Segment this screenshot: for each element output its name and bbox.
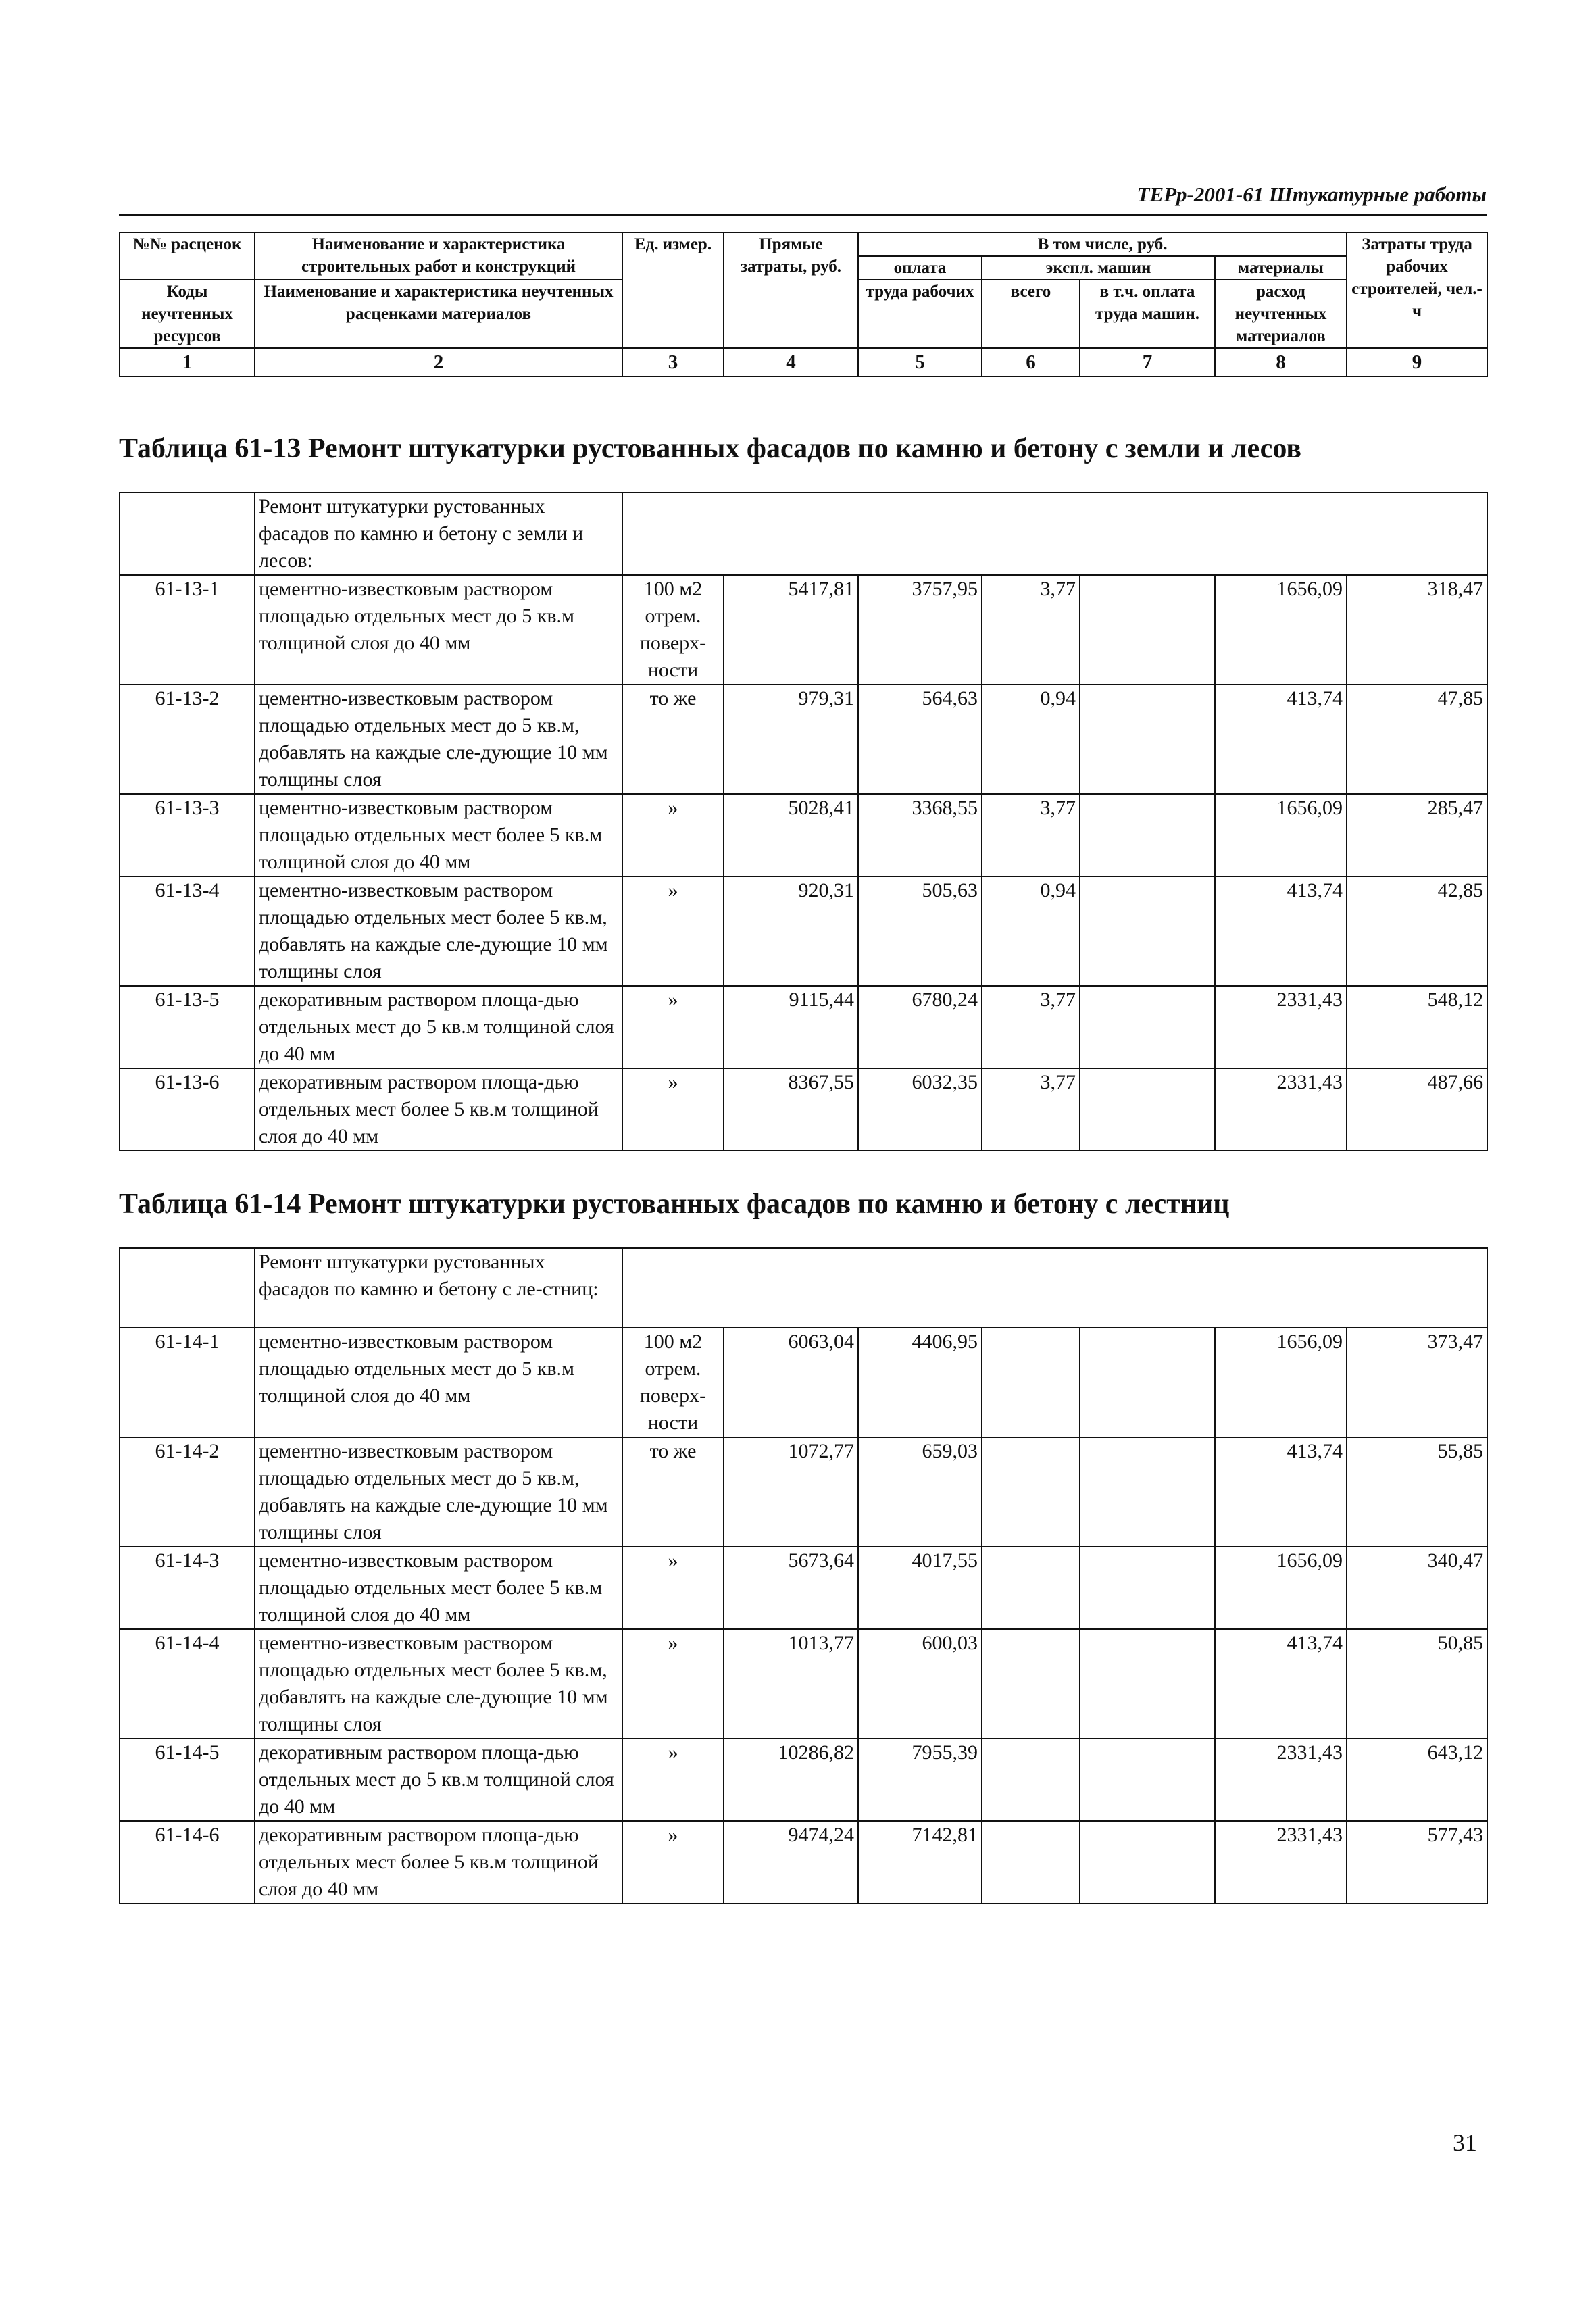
header-machine-total: всего — [982, 280, 1080, 348]
materials-cost: 2331,43 — [1215, 986, 1347, 1068]
machine-labor-cost — [1080, 1328, 1215, 1437]
direct-costs: 8367,55 — [724, 1068, 858, 1151]
header-labor-hours: Затраты труда рабочих строителей, чел.-ч — [1347, 232, 1487, 348]
machine-labor-cost — [1080, 1068, 1215, 1151]
worker-labor-cost: 3757,95 — [858, 575, 982, 684]
labor-hours: 643,12 — [1347, 1739, 1487, 1821]
direct-costs: 5417,81 — [724, 575, 858, 684]
materials-cost: 2331,43 — [1215, 1739, 1347, 1821]
worker-labor-cost: 4406,95 — [858, 1328, 982, 1437]
column-number: 8 — [1215, 348, 1347, 376]
header-worker-labor: труда рабочих — [858, 280, 982, 348]
column-number: 6 — [982, 348, 1080, 376]
worker-labor-cost: 7142,81 — [858, 1821, 982, 1903]
header-materials: материалы — [1215, 256, 1347, 280]
group-label-spacer — [120, 1248, 255, 1328]
table-61-14-title: Таблица 61-14 Ремонт штукатурки рустованных фасадов по камню и бетону с лестниц — [119, 1189, 1230, 1220]
rate-code: 61-14-6 — [120, 1821, 255, 1903]
table-row — [120, 794, 1487, 876]
labor-hours: 340,47 — [1347, 1547, 1487, 1629]
work-description: цементно-известковым раствором площадью отдельных мест более 5 кв.м, добавлять на каждые сле-дующие 10 мм толщины слоя — [255, 1629, 622, 1739]
direct-costs: 1072,77 — [724, 1437, 858, 1547]
table-row — [120, 1629, 1487, 1739]
rate-code: 61-13-1 — [120, 575, 255, 684]
machine-cost: 3,77 — [982, 1068, 1080, 1151]
labor-hours: 577,43 — [1347, 1821, 1487, 1903]
table-row — [120, 684, 1487, 794]
header-rates: №№ расценок — [120, 232, 255, 280]
table-row — [120, 1328, 1487, 1437]
work-description: цементно-известковым раствором площадью отдельных мест более 5 кв.м, добавлять на каждые сле-дующие 10 мм толщины слоя — [255, 876, 622, 986]
rate-code: 61-14-3 — [120, 1547, 255, 1629]
machine-cost — [982, 1437, 1080, 1547]
table-row — [120, 1547, 1487, 1629]
column-number-row — [120, 348, 1487, 376]
worker-labor-cost: 7955,39 — [858, 1739, 982, 1821]
materials-cost: 1656,09 — [1215, 1547, 1347, 1629]
rate-code: 61-14-1 — [120, 1328, 255, 1437]
header-payment: оплата — [858, 256, 982, 280]
worker-labor-cost: 6780,24 — [858, 986, 982, 1068]
machine-labor-cost — [1080, 1629, 1215, 1739]
labor-hours: 285,47 — [1347, 794, 1487, 876]
machine-cost: 3,77 — [982, 986, 1080, 1068]
labor-hours: 55,85 — [1347, 1437, 1487, 1547]
direct-costs: 9474,24 — [724, 1821, 858, 1903]
header-machine-operation: экспл. машин — [982, 256, 1215, 280]
unit-of-measure: » — [622, 986, 724, 1068]
work-description: цементно-известковым раствором площадью отдельных мест более 5 кв.м толщиной слоя до 40 мм — [255, 1547, 622, 1629]
work-description: цементно-известковым раствором площадью отдельных мест более 5 кв.м толщиной слоя до 40 мм — [255, 794, 622, 876]
unit-of-measure: 100 м2 отрем. поверх-ности — [622, 1328, 724, 1437]
machine-labor-cost — [1080, 986, 1215, 1068]
direct-costs: 6063,04 — [724, 1328, 858, 1437]
unit-of-measure: » — [622, 1629, 724, 1739]
rate-code: 61-13-4 — [120, 876, 255, 986]
table-row — [120, 1068, 1487, 1151]
work-description: цементно-известковым раствором площадью отдельных мест до 5 кв.м толщиной слоя до 40 мм — [255, 1328, 622, 1437]
direct-costs: 5673,64 — [724, 1547, 858, 1629]
unit-of-measure: » — [622, 794, 724, 876]
worker-labor-cost: 564,63 — [858, 684, 982, 794]
column-header-table — [119, 232, 1488, 377]
machine-cost: 0,94 — [982, 684, 1080, 794]
work-description: декоративным раствором площа-дью отдельных мест более 5 кв.м толщиной слоя до 40 мм — [255, 1821, 622, 1903]
rate-code: 61-13-3 — [120, 794, 255, 876]
machine-labor-cost — [1080, 794, 1215, 876]
group-label: Ремонт штукатурки рустованных фасадов по камню и бетону с ле-стниц: — [255, 1248, 622, 1328]
machine-cost — [982, 1739, 1080, 1821]
column-number: 2 — [255, 348, 622, 376]
work-description: цементно-известковым раствором площадью отдельных мест до 5 кв.м толщиной слоя до 40 мм — [255, 575, 622, 684]
rate-code: 61-14-4 — [120, 1629, 255, 1739]
unit-of-measure: » — [622, 1547, 724, 1629]
labor-hours: 487,66 — [1347, 1068, 1487, 1151]
direct-costs: 920,31 — [724, 876, 858, 986]
group-label: Ремонт штукатурки рустованных фасадов по камню и бетону с земли и лесов: — [255, 493, 622, 575]
unit-of-measure: » — [622, 1068, 724, 1151]
materials-cost: 1656,09 — [1215, 575, 1347, 684]
unit-of-measure: то же — [622, 684, 724, 794]
column-number: 4 — [724, 348, 858, 376]
labor-hours: 50,85 — [1347, 1629, 1487, 1739]
machine-labor-cost — [1080, 1821, 1215, 1903]
rate-code: 61-13-6 — [120, 1068, 255, 1151]
machine-cost — [982, 1547, 1080, 1629]
machine-labor-cost — [1080, 876, 1215, 986]
table-row — [120, 575, 1487, 684]
materials-cost: 413,74 — [1215, 1629, 1347, 1739]
machine-cost: 3,77 — [982, 575, 1080, 684]
table-row — [120, 1437, 1487, 1547]
table-row — [120, 1739, 1487, 1821]
materials-cost: 2331,43 — [1215, 1068, 1347, 1151]
unit-of-measure: 100 м2 отрем. поверх-ности — [622, 575, 724, 684]
machine-labor-cost — [1080, 1437, 1215, 1547]
materials-cost: 2331,43 — [1215, 1821, 1347, 1903]
machine-labor-cost — [1080, 575, 1215, 684]
work-description: декоративным раствором площа-дью отдельных мест до 5 кв.м толщиной слоя до 40 мм — [255, 1739, 622, 1821]
direct-costs: 979,31 — [724, 684, 858, 794]
machine-labor-cost — [1080, 1547, 1215, 1629]
direct-costs: 10286,82 — [724, 1739, 858, 1821]
materials-cost: 1656,09 — [1215, 794, 1347, 876]
machine-labor-cost — [1080, 684, 1215, 794]
machine-cost: 3,77 — [982, 794, 1080, 876]
machine-labor-cost — [1080, 1739, 1215, 1821]
rate-code: 61-14-5 — [120, 1739, 255, 1821]
header-direct-costs: Прямые затраты, руб. — [724, 232, 858, 348]
machine-cost — [982, 1629, 1080, 1739]
work-description: декоративным раствором площа-дью отдельных мест более 5 кв.м толщиной слоя до 40 мм — [255, 1068, 622, 1151]
direct-costs: 9115,44 — [724, 986, 858, 1068]
labor-hours: 47,85 — [1347, 684, 1487, 794]
machine-cost: 0,94 — [982, 876, 1080, 986]
work-description: цементно-известковым раствором площадью отдельных мест до 5 кв.м, добавлять на каждые сле-дующие 10 мм толщины слоя — [255, 1437, 622, 1547]
group-label-filler — [622, 493, 1487, 575]
labor-hours: 42,85 — [1347, 876, 1487, 986]
direct-costs: 5028,41 — [724, 794, 858, 876]
rate-code: 61-14-2 — [120, 1437, 255, 1547]
header-machine-labor: в т.ч. оплата труда машин. — [1080, 280, 1215, 348]
header-material-name: Наименование и характеристика неучтенных расценками материалов — [255, 280, 622, 348]
machine-cost — [982, 1328, 1080, 1437]
work-description: цементно-известковым раствором площадью отдельных мест до 5 кв.м, добавлять на каждые сле-дующие 10 мм толщины слоя — [255, 684, 622, 794]
column-number: 7 — [1080, 348, 1215, 376]
rate-code: 61-13-2 — [120, 684, 255, 794]
unit-of-measure: то же — [622, 1437, 724, 1547]
table-row — [120, 986, 1487, 1068]
column-number: 3 — [622, 348, 724, 376]
unit-of-measure: » — [622, 1821, 724, 1903]
labor-hours: 548,12 — [1347, 986, 1487, 1068]
group-label-filler — [622, 1248, 1487, 1328]
column-number: 9 — [1347, 348, 1487, 376]
worker-labor-cost: 600,03 — [858, 1629, 982, 1739]
work-description: декоративным раствором площа-дью отдельных мест до 5 кв.м толщиной слоя до 40 мм — [255, 986, 622, 1068]
machine-cost — [982, 1821, 1080, 1903]
materials-cost: 413,74 — [1215, 876, 1347, 986]
unit-of-measure: » — [622, 876, 724, 986]
labor-hours: 318,47 — [1347, 575, 1487, 684]
header-work-name: Наименование и характеристика строительных работ и конструкций — [255, 232, 622, 280]
direct-costs: 1013,77 — [724, 1629, 858, 1739]
worker-labor-cost: 6032,35 — [858, 1068, 982, 1151]
column-number: 1 — [120, 348, 255, 376]
header-resource-codes: Коды неучтенных ресурсов — [120, 280, 255, 348]
rate-code: 61-13-5 — [120, 986, 255, 1068]
table-61-14 — [119, 1247, 1488, 1904]
labor-hours: 373,47 — [1347, 1328, 1487, 1437]
table-61-13 — [119, 492, 1488, 1151]
group-label-spacer — [120, 493, 255, 575]
table-row — [120, 876, 1487, 986]
worker-labor-cost: 659,03 — [858, 1437, 982, 1547]
table-61-13-title: Таблица 61-13 Ремонт штукатурки рустованных фасадов по камню и бетону с земли и лесов — [119, 433, 1301, 464]
header-material-usage: расход неучтенных материалов — [1215, 280, 1347, 348]
table-row — [120, 1821, 1487, 1903]
column-number: 5 — [858, 348, 982, 376]
worker-labor-cost: 4017,55 — [858, 1547, 982, 1629]
header-unit: Ед. измер. — [622, 232, 724, 348]
materials-cost: 413,74 — [1215, 1437, 1347, 1547]
materials-cost: 413,74 — [1215, 684, 1347, 794]
header-including: В том числе, руб. — [858, 232, 1347, 256]
running-head: ТЕРр-2001-61 Штукатурные работы — [119, 182, 1487, 216]
unit-of-measure: » — [622, 1739, 724, 1821]
materials-cost: 1656,09 — [1215, 1328, 1347, 1437]
page-number: 31 — [1453, 2129, 1477, 2156]
worker-labor-cost: 505,63 — [858, 876, 982, 986]
worker-labor-cost: 3368,55 — [858, 794, 982, 876]
